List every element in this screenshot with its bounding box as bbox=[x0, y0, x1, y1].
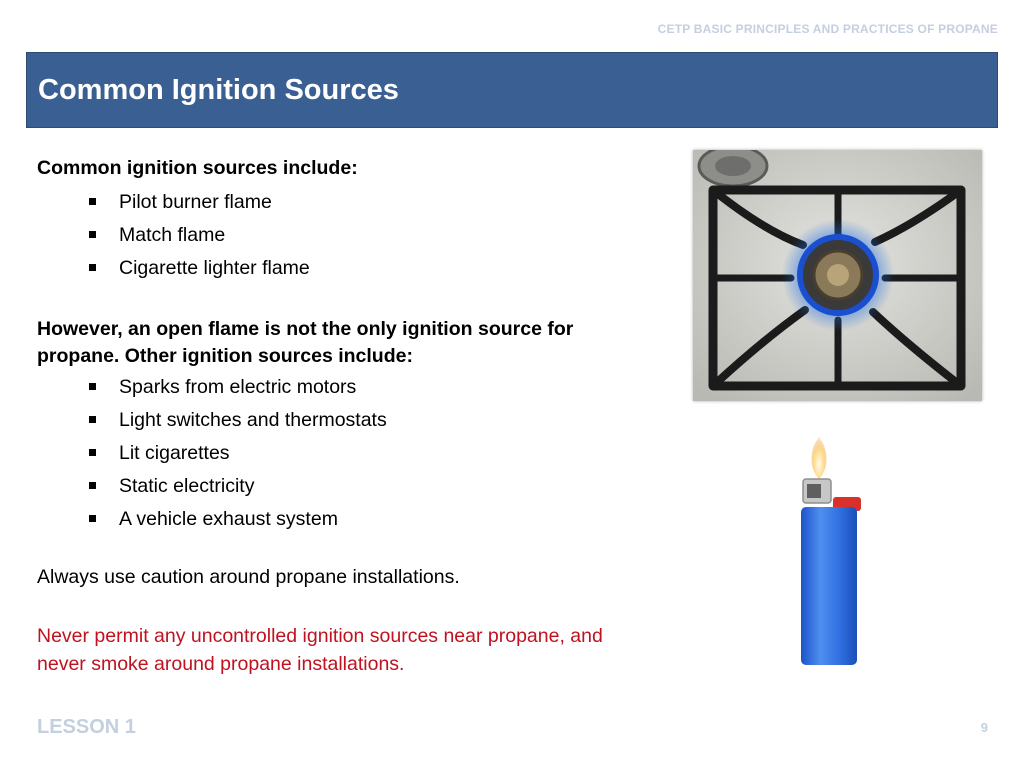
list-item-text: Cigarette lighter flame bbox=[119, 257, 310, 279]
bullet-icon bbox=[89, 264, 96, 271]
other-sources-list bbox=[37, 371, 687, 536]
page-number: 9 bbox=[980, 720, 988, 735]
intro-list bbox=[37, 186, 687, 285]
bullet-icon bbox=[89, 416, 96, 423]
list-item bbox=[37, 219, 687, 252]
list-item bbox=[37, 470, 687, 503]
list-item bbox=[37, 437, 687, 470]
list-item bbox=[37, 371, 687, 404]
bullet-icon bbox=[89, 198, 96, 205]
spacer bbox=[37, 536, 687, 564]
lighter-flame bbox=[812, 437, 827, 479]
list-item-text: Light switches and thermostats bbox=[119, 409, 387, 431]
warning-line: Never permit any uncontrolled ignition sources near propane, and bbox=[37, 625, 603, 647]
back-burner-ring bbox=[715, 156, 751, 176]
bullet-icon bbox=[89, 383, 96, 390]
slide-content bbox=[37, 155, 687, 678]
burner-cap-center bbox=[827, 264, 849, 286]
bullet-icon bbox=[89, 515, 96, 522]
warning-line: never smoke around propane installations. bbox=[37, 653, 405, 675]
list-item-text: Sparks from electric motors bbox=[119, 376, 357, 398]
other-heading-line: propane. Other ignition sources include: bbox=[37, 345, 413, 367]
other-heading-line: However, an open flame is not the only ignition source for bbox=[37, 318, 574, 340]
list-item-text: Match flame bbox=[119, 224, 226, 246]
caution-text: Always use caution around propane installations. bbox=[37, 566, 460, 588]
gas-stove-burner-image bbox=[693, 150, 982, 401]
intro-heading: Common ignition sources include: bbox=[37, 157, 358, 179]
warning-text bbox=[37, 622, 717, 678]
list-item bbox=[37, 252, 687, 285]
list-item bbox=[37, 503, 687, 536]
lighter-hood-window bbox=[807, 484, 821, 498]
spacer bbox=[37, 285, 687, 316]
list-item-text: Pilot burner flame bbox=[119, 191, 272, 213]
slide-title: Common Ignition Sources bbox=[38, 74, 399, 106]
bullet-icon bbox=[89, 482, 96, 489]
list-item-text: Static electricity bbox=[119, 475, 255, 497]
list-item-text: Lit cigarettes bbox=[119, 442, 230, 464]
title-bar bbox=[26, 52, 998, 128]
other-sources-heading bbox=[37, 316, 687, 370]
lighter-body bbox=[801, 507, 857, 665]
list-item-text: A vehicle exhaust system bbox=[119, 508, 338, 530]
lighter-image bbox=[795, 433, 865, 668]
spacer bbox=[37, 591, 687, 622]
lesson-label: LESSON 1 bbox=[37, 716, 136, 738]
list-item bbox=[37, 404, 687, 437]
top-label: CETP BASIC PRINCIPLES AND PRACTICES OF PROPANE bbox=[657, 22, 998, 36]
bullet-icon bbox=[89, 231, 96, 238]
bullet-icon bbox=[89, 449, 96, 456]
list-item bbox=[37, 186, 687, 219]
